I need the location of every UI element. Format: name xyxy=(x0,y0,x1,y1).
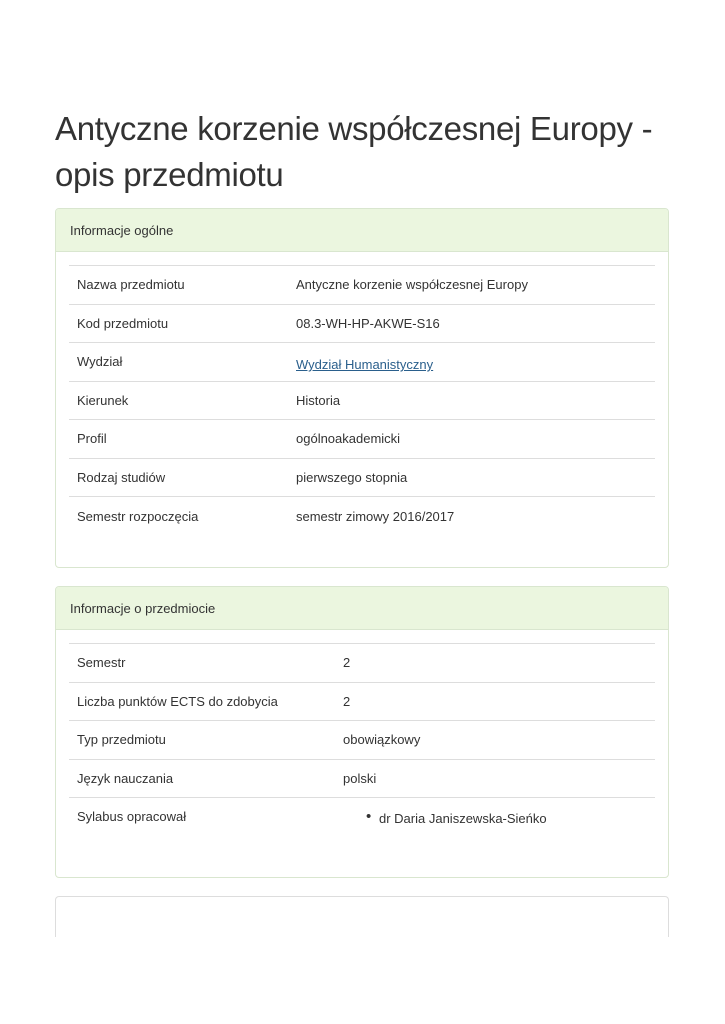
row-label: Typ przedmiotu xyxy=(77,732,166,748)
row-value: Antyczne korzenie współczesnej Europy xyxy=(296,277,528,293)
row-value: Historia xyxy=(296,392,341,408)
table-row xyxy=(69,798,655,842)
row-value: obowiązkowy xyxy=(343,732,421,748)
table-row xyxy=(69,266,655,305)
page-title: Antyczne korzenie współczesnej Europy - opis przedmiotu xyxy=(55,110,653,193)
table-row xyxy=(69,759,655,798)
row-label: Liczba punktów ECTS do zdobycia xyxy=(77,693,278,709)
row-value: 2 xyxy=(343,693,351,709)
list-item: • dr Daria Janiszewska-Sieńko xyxy=(368,811,647,826)
general-info-panel xyxy=(55,208,669,568)
row-label: Kod przedmiotu xyxy=(77,315,169,331)
table-row xyxy=(69,458,655,497)
row-label: Nazwa przedmiotu xyxy=(77,277,185,293)
table-row xyxy=(69,381,655,420)
row-label: Kierunek xyxy=(77,392,129,408)
row-label: Profil xyxy=(77,431,107,447)
table-row xyxy=(69,682,655,721)
row-label: Wydział xyxy=(77,354,123,370)
row-value xyxy=(335,798,655,842)
table-row xyxy=(69,721,655,760)
table-row xyxy=(69,497,655,536)
row-value: ogólnoakademicki xyxy=(296,431,401,447)
row-label: Język nauczania xyxy=(77,770,174,786)
table-row xyxy=(69,420,655,459)
row-value: 2 xyxy=(343,655,351,671)
table-row xyxy=(69,343,655,382)
course-info-panel xyxy=(55,586,669,878)
author-list xyxy=(343,811,647,826)
row-value: semestr zimowy 2016/2017 xyxy=(296,508,455,524)
general-info-heading: Informacje ogólne xyxy=(56,209,668,252)
row-value xyxy=(288,343,655,382)
row-label: Sylabus opracował xyxy=(77,809,187,824)
table-row xyxy=(69,304,655,343)
faculty-link[interactable]: Wydział Humanistyczny xyxy=(296,357,434,373)
row-label: Semestr xyxy=(77,655,126,671)
general-info-table xyxy=(69,265,655,535)
row-value: 08.3-WH-HP-AKWE-S16 xyxy=(296,315,440,331)
row-label: Rodzaj studiów xyxy=(77,469,166,485)
page-bottom-margin xyxy=(0,937,725,1024)
row-value: pierwszego stopnia xyxy=(296,469,408,485)
row-label: Semestr rozpoczęcia xyxy=(77,508,199,524)
row-value: polski xyxy=(343,770,377,786)
course-info-table xyxy=(69,643,655,842)
table-row xyxy=(69,644,655,683)
course-info-heading: Informacje o przedmiocie xyxy=(56,587,668,630)
